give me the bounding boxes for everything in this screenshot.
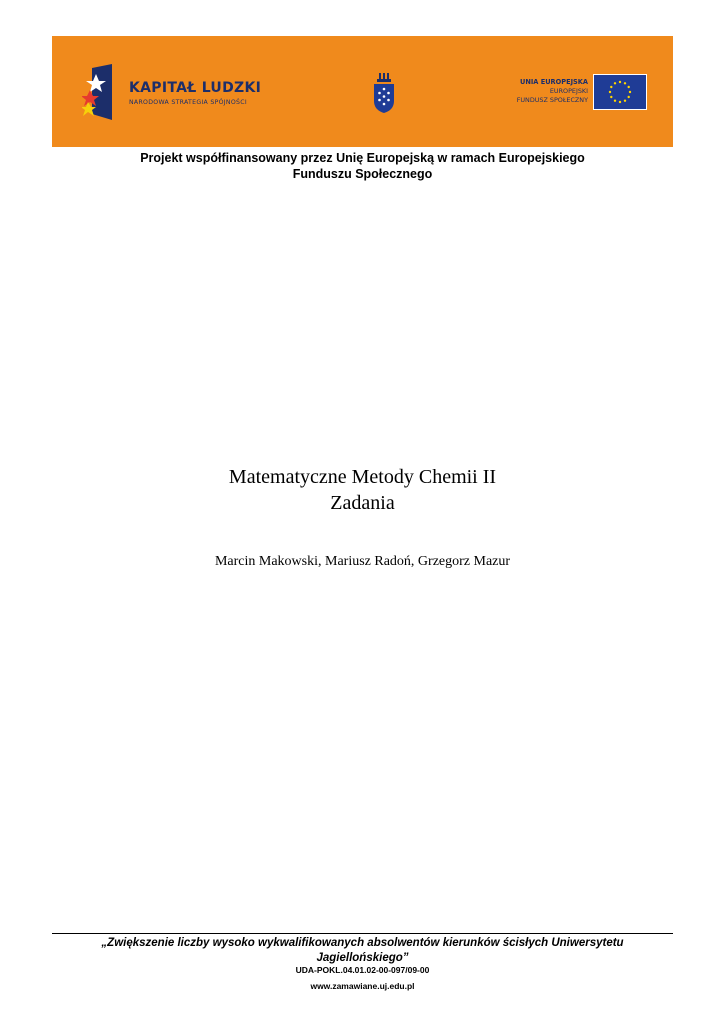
document-subtitle: Zadania (330, 492, 395, 514)
eu-label-line2: EUROPEJSKI (549, 87, 588, 95)
footer-slogan-line1: „Zwiększenie liczby wysoko wykwalifikowanych absolwentów kierunków ścisłych Uniwersytetu (101, 937, 624, 949)
project-funding-note (52, 150, 673, 182)
project-funding-line2: Funduszu Społecznego (292, 167, 433, 181)
eu-flag (593, 74, 647, 110)
footer-divider (52, 933, 673, 934)
header-banner (52, 36, 673, 147)
footer-slogan-line2: Jagiellońskiego” (316, 952, 409, 964)
eu-label-line1: UNIA EUROPEJSKA (519, 78, 588, 86)
document-authors: Marcin Makowski, Mariusz Radoń, Grzegorz Mazur (214, 554, 511, 569)
footer-url: www.zamawiane.uj.edu.pl (310, 981, 415, 991)
document-title-block (52, 464, 673, 516)
document-title: Matematyczne Metody Chemii II (228, 466, 497, 488)
kapital-ludzki-title: KAPITAŁ LUDZKI (129, 80, 262, 96)
eu-label (492, 78, 588, 105)
footer-project-code: UDA-POKL.04.01.02-00-097/09-00 (295, 965, 430, 975)
university-crest (373, 73, 395, 113)
kapital-ludzki-subtitle: NARODOWA STRATEGIA SPÓJNOŚCI (129, 99, 247, 106)
eu-label-line3: FUNDUSZ SPOŁECZNY (516, 96, 588, 104)
project-funding-line1: Projekt współfinansowany przez Unię Europejską w ramach Europejskiego (140, 151, 585, 165)
footer-slogan (52, 936, 673, 966)
kapital-ludzki-logo (82, 64, 122, 120)
